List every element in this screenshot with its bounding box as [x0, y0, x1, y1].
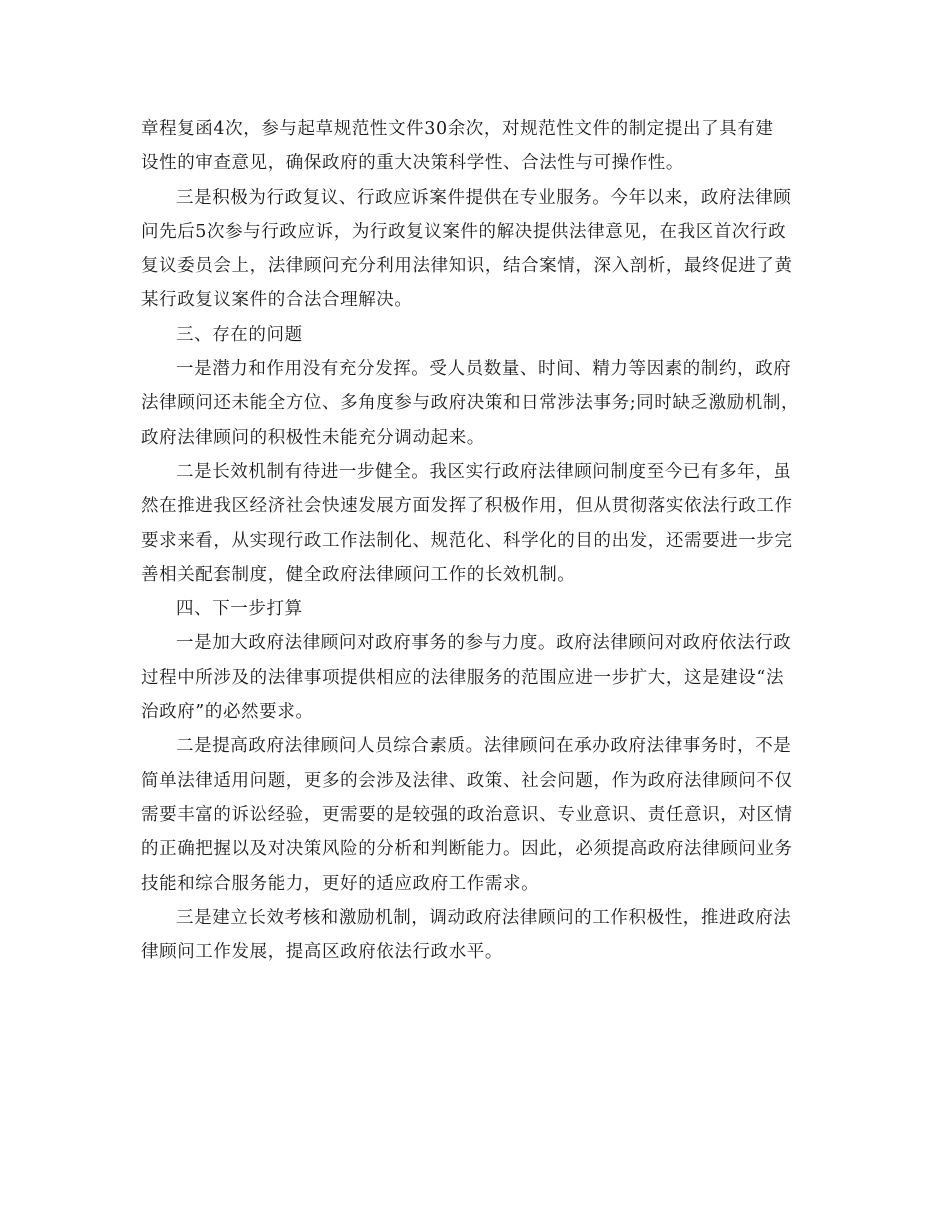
text-line: 一是潜力和作用没有充分发挥。受人员数量、时间、精力等因素的制约，政府	[176, 359, 792, 380]
text-line: 然在推进我区经济社会快速发展方面发挥了积极作用，但从贯彻落实依法行政工作	[141, 496, 793, 517]
section-heading: 三、存在的问题	[176, 324, 303, 345]
text-line: 三是积极为行政复议、行政应诉案件提供在专业服务。今年以来，政府法律顾	[176, 187, 792, 208]
text-line: 问先后5次参与行政应诉，为行政复议案件的解决提供法律意见，在我区首次行政	[141, 221, 787, 242]
text-line: 过程中所涉及的法律事项提供相应的法律服务的范围应进一步扩大，这是建设“法	[141, 667, 785, 688]
text-line: 一是加大政府法律顾问对政府事务的参与力度。政府法律顾问对政府依法行政	[176, 633, 792, 654]
text-line: 二是长效机制有待进一步健全。我区实行政府法律顾问制度至今已有多年，虽	[176, 461, 792, 482]
text-line: 政府法律顾问的积极性未能充分调动起来。	[141, 427, 485, 448]
document-body	[141, 112, 821, 969]
text-line: 简单法律适用问题，更多的会涉及法律、政策、社会问题，作为政府法律顾问不仅	[141, 770, 793, 791]
text-line: 法律顾问还未能全方位、多角度参与政府决策和日常涉法事务;同时缺乏激励机制，	[141, 393, 800, 414]
text-line: 善相关配套制度，健全政府法律顾问工作的长效机制。	[141, 564, 576, 585]
text-line: 的正确把握以及对决策风险的分析和判断能力。因此，必须提高政府法律顾问业务	[141, 839, 793, 860]
text-line: 三是建立长效考核和激励机制，调动政府法律顾问的工作积极性，推进政府法	[176, 907, 792, 928]
text-line: 律顾问工作发展，提高区政府依法行政水平。	[141, 942, 503, 963]
text-line: 需要丰富的诉讼经验，更需要的是较强的政治意识、专业意识、责任意识，对区情	[141, 804, 793, 825]
text-line: 要求来看，从实现行政工作法制化、规范化、科学化的目的出发，还需要进一步完	[141, 530, 793, 551]
text-line: 技能和综合服务能力，更好的适应政府工作需求。	[141, 873, 540, 894]
text-line: 治政府”的必然要求。	[141, 702, 314, 723]
text-line: 某行政复议案件的合法合理解决。	[141, 290, 413, 311]
section-heading: 四、下一步打算	[176, 599, 303, 620]
text-line: 设性的审查意见，确保政府的重大决策科学性、合法性与可操作性。	[141, 153, 684, 174]
text-line: 复议委员会上，法律顾问充分利用法律知识，结合案情，深入剖析，最终促进了黄	[141, 256, 793, 277]
text-line: 章程复函4次，参与起草规范性文件30余次，对规范性文件的制定提出了具有建	[141, 119, 774, 139]
text-line: 二是提高政府法律顾问人员综合素质。法律顾问在承办政府法律事务时，不是	[176, 736, 792, 757]
